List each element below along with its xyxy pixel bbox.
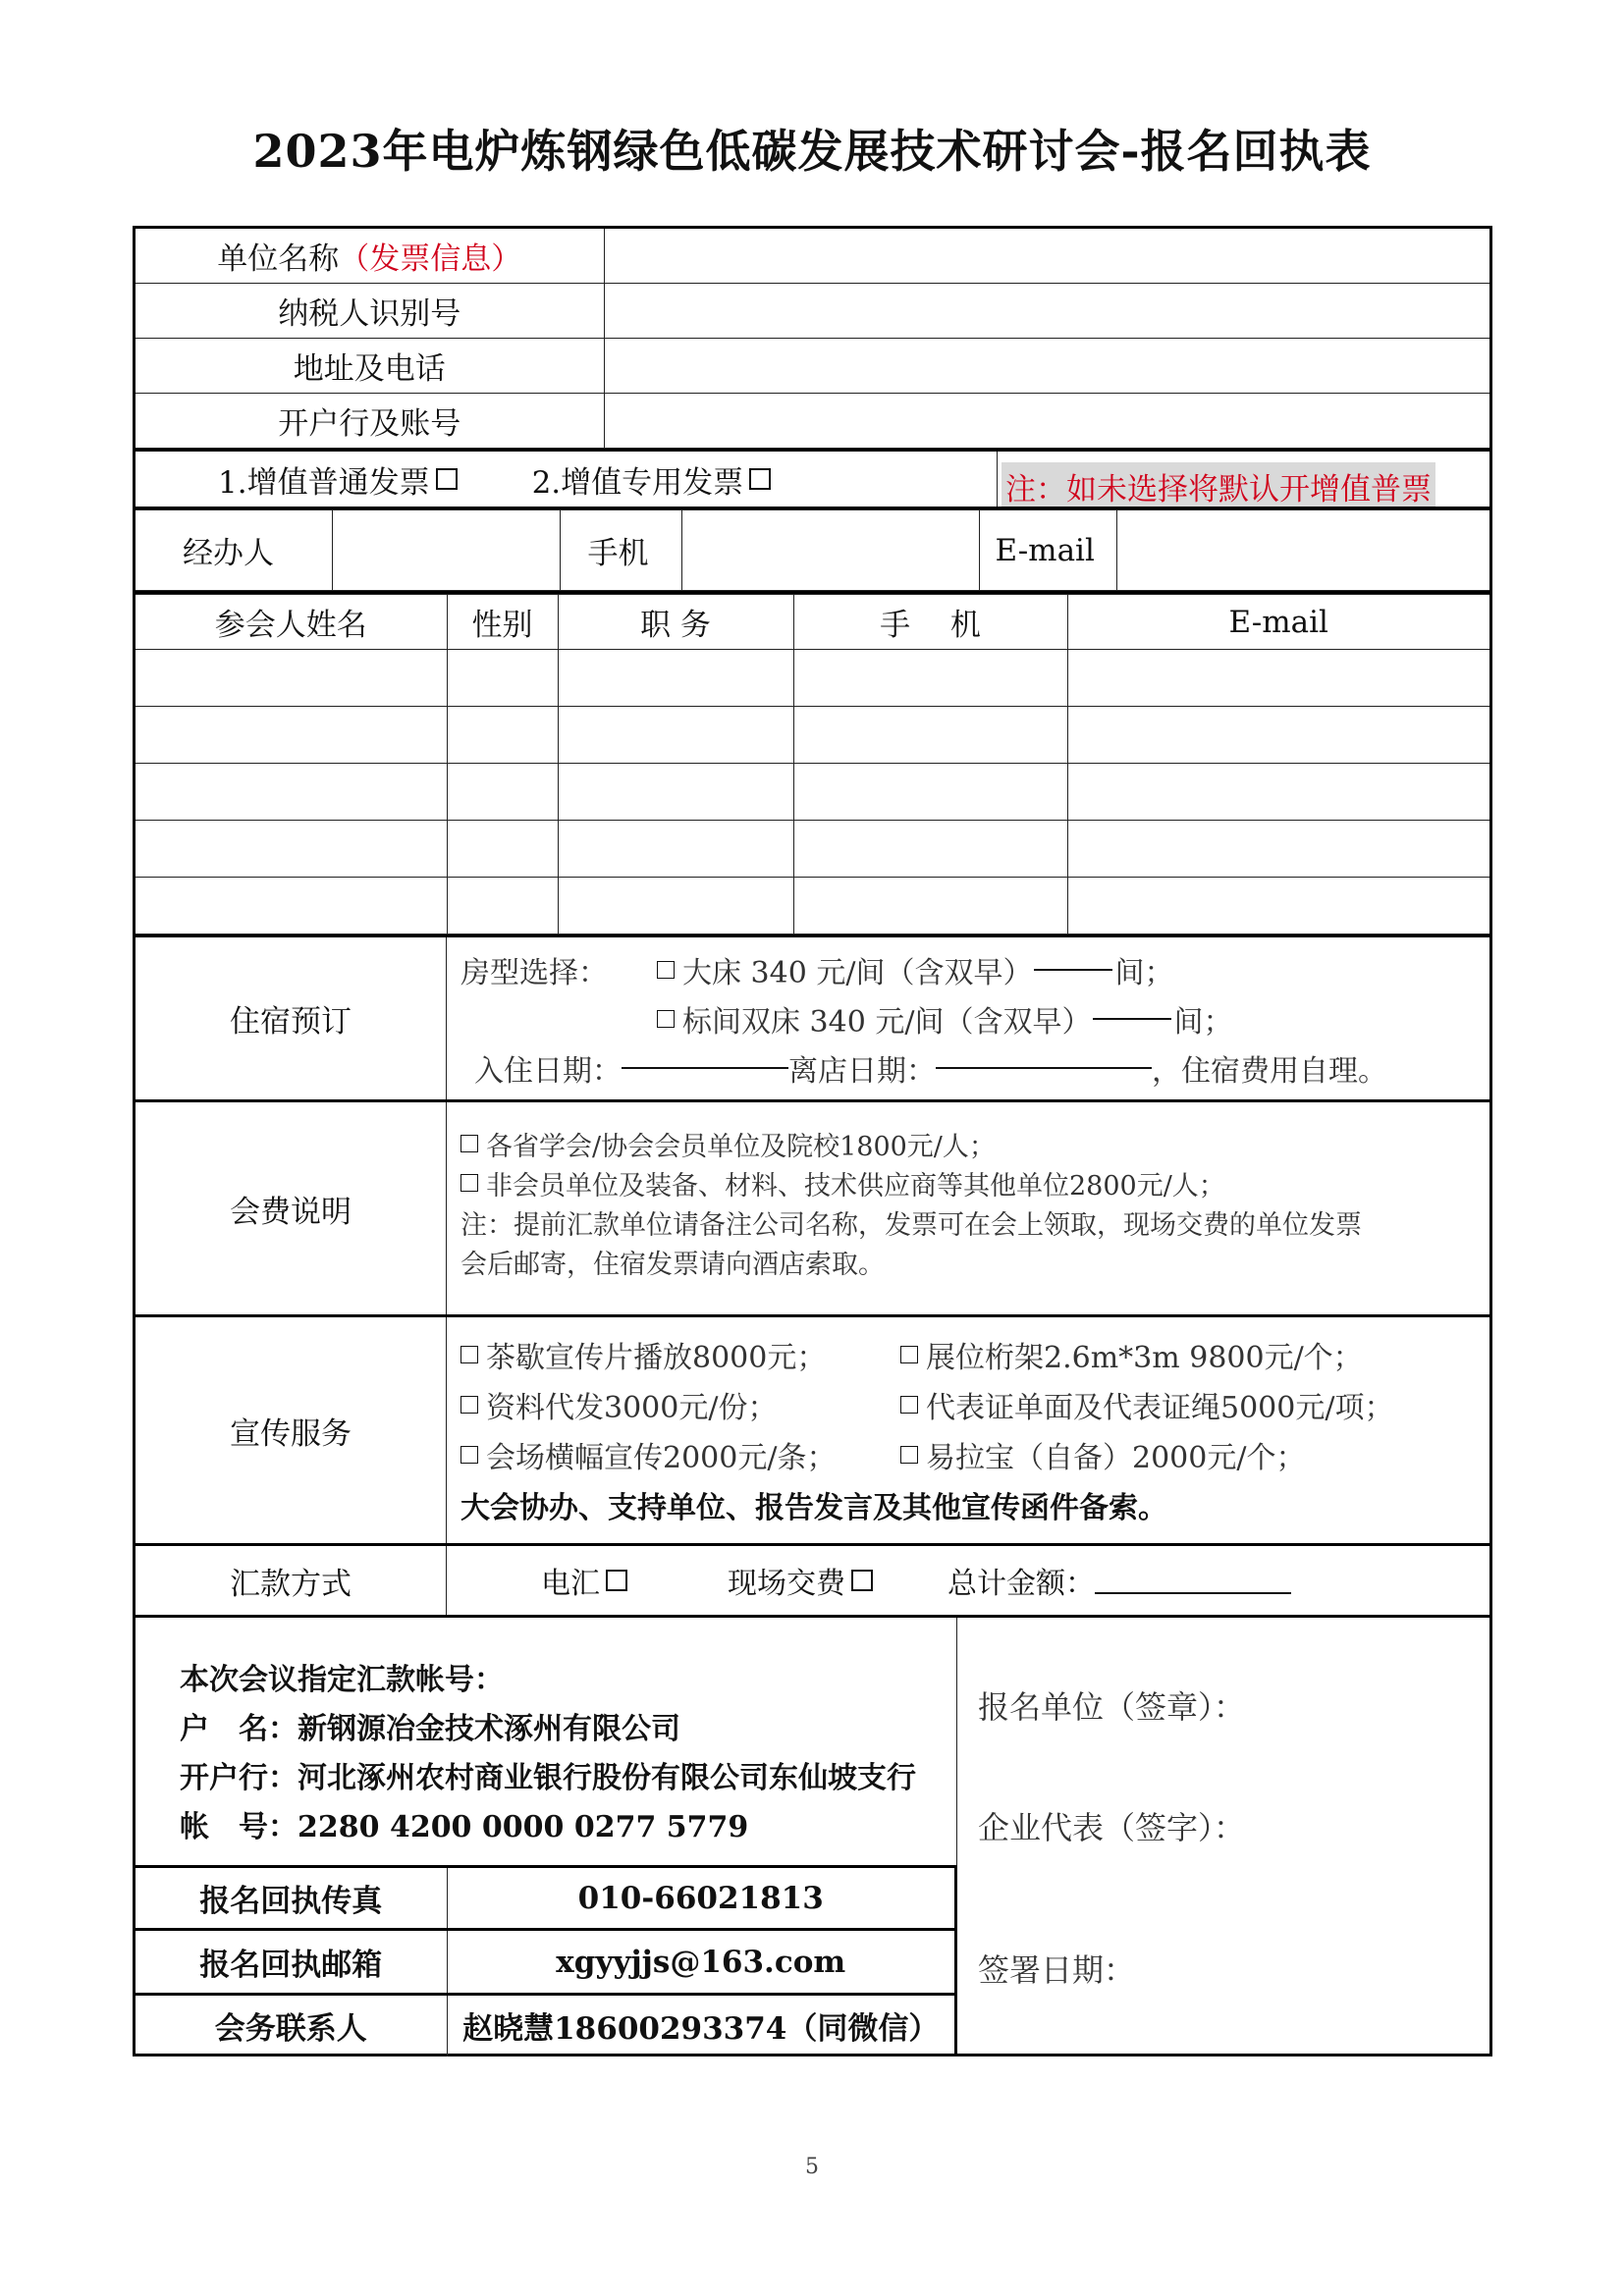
table-row — [135, 650, 1489, 707]
email-box-label: 报名回执邮箱 — [135, 1930, 447, 1995]
promo-booth-text: 展位桁架2.6m*3m 9800元/个； — [926, 1340, 1363, 1375]
account-heading: 本次会议指定汇款帐号： — [180, 1663, 504, 1697]
attendee-cell[interactable] — [1067, 764, 1489, 821]
attendees-section — [133, 591, 1492, 934]
wire-checkbox[interactable] — [606, 1570, 627, 1591]
signature-box — [958, 1618, 1489, 2054]
checkin-field[interactable] — [622, 1067, 788, 1069]
attendee-header-email: E-mail — [1067, 595, 1489, 650]
table-row — [135, 764, 1489, 821]
attendee-cell[interactable] — [135, 764, 447, 821]
invoice-type-row — [133, 449, 1492, 507]
attendee-cell[interactable] — [793, 650, 1067, 707]
attendee-cell[interactable] — [558, 878, 793, 934]
invoice-type2-label: 2.增值专用发票 — [531, 464, 744, 501]
contact-person-value: 赵晓慧18600293374（同微信） — [447, 1995, 956, 2056]
invoice-section — [133, 226, 1492, 449]
attendee-cell[interactable] — [135, 821, 447, 878]
promo-rollup-checkbox[interactable] — [900, 1446, 918, 1464]
room-option2-text: 标间双床 340 元/间（含双早） — [682, 1005, 1092, 1040]
self-pay-text: ，住宿费用自理。 — [1152, 1054, 1387, 1089]
invoice-hint: （发票信息） — [339, 241, 522, 277]
attendee-cell[interactable] — [135, 650, 447, 707]
room-unit-1: 间； — [1114, 956, 1174, 990]
lodging-option1-row — [460, 945, 1476, 994]
table-row — [135, 821, 1489, 878]
fee-member-text: 各省学会/协会会员单位及院校1800元/人； — [486, 1131, 996, 1162]
attendee-cell[interactable] — [447, 707, 558, 764]
attendee-cell[interactable] — [558, 821, 793, 878]
attendee-cell[interactable] — [558, 650, 793, 707]
attendee-header-name: 参会人姓名 — [135, 595, 447, 650]
phone-label: 手机 — [560, 510, 681, 591]
room-option2-count[interactable] — [1093, 1018, 1171, 1020]
invoice-type1-checkbox[interactable] — [436, 468, 458, 490]
unit-name-text: 单位名称 — [217, 241, 340, 277]
attendee-cell[interactable] — [558, 707, 793, 764]
promo-badge-text: 代表证单面及代表证绳5000元/项； — [926, 1390, 1394, 1425]
attendee-cell[interactable] — [135, 707, 447, 764]
total-label: 总计金额： — [947, 1567, 1095, 1601]
room-option1-count[interactable] — [1034, 969, 1112, 971]
table-row — [135, 878, 1489, 934]
info-table — [135, 1865, 957, 2056]
signature-date: 签署日期： — [978, 1951, 1136, 1989]
fees-label: 会费说明 — [135, 1102, 447, 1314]
email-label: E-mail — [979, 510, 1116, 591]
lodging-label: 住宿预订 — [135, 937, 447, 1099]
page-title: 2023年电炉炼钢绿色低碳发展技术研讨会-报名回执表 — [252, 125, 1372, 178]
fees-section — [133, 1099, 1492, 1314]
room-option1-text: 大床 340 元/间（含双早） — [682, 956, 1033, 990]
attendee-cell[interactable] — [447, 821, 558, 878]
promo-video-checkbox[interactable] — [460, 1346, 478, 1363]
email-field[interactable] — [1116, 510, 1489, 591]
attendee-cell[interactable] — [1067, 878, 1489, 934]
room-option1-checkbox[interactable] — [657, 961, 675, 979]
attendee-header-gender: 性别 — [447, 595, 558, 650]
account-number: 帐 号：2280 4200 0000 0277 5779 — [180, 1810, 749, 1844]
fee-nonmember-text: 非会员单位及装备、材料、技术供应商等其他单位2800元/人； — [486, 1170, 1225, 1201]
attendee-cell[interactable] — [1067, 707, 1489, 764]
promo-banner-checkbox[interactable] — [460, 1446, 478, 1464]
address-field[interactable] — [604, 339, 1489, 394]
table-row — [135, 707, 1489, 764]
account-name: 户 名：新钢源冶金技术涿州有限公司 — [180, 1712, 680, 1746]
attendee-cell[interactable] — [793, 821, 1067, 878]
unit-name-label — [135, 229, 604, 284]
attendee-cell[interactable] — [447, 650, 558, 707]
signature-rep: 企业代表（签字）： — [978, 1809, 1246, 1846]
checkin-label: 入住日期： — [474, 1054, 622, 1089]
checkout-field[interactable] — [936, 1067, 1152, 1069]
fee-member-checkbox[interactable] — [460, 1135, 478, 1152]
invoice-type-note: 注：如未选择将默认开增值普票 — [1001, 462, 1435, 510]
page-number: 5 — [805, 2155, 819, 2179]
remittance-section — [133, 1543, 1492, 1615]
lodging-dates-row — [460, 1043, 1476, 1093]
taxpayer-field[interactable] — [604, 284, 1489, 339]
promo-badge-checkbox[interactable] — [900, 1396, 918, 1414]
attendee-cell[interactable] — [558, 764, 793, 821]
invoice-type2-checkbox[interactable] — [749, 468, 771, 490]
total-field[interactable] — [1095, 1567, 1291, 1594]
attendee-cell[interactable] — [135, 878, 447, 934]
account-box — [135, 1618, 957, 1865]
checkout-label: 离店日期： — [788, 1054, 936, 1089]
email-box-value: xgyyjjs@163.com — [447, 1930, 956, 1995]
taxpayer-label: 纳税人识别号 — [135, 284, 604, 339]
contact-person-label: 会务联系人 — [135, 1995, 447, 2056]
promo-note: 大会协办、支持单位、报告发言及其他宣传函件备索。 — [460, 1490, 1167, 1525]
registration-form — [133, 226, 1492, 2056]
promo-material-checkbox[interactable] — [460, 1396, 478, 1414]
signature-unit: 报名单位（签章）： — [978, 1688, 1246, 1726]
attendee-cell[interactable] — [1067, 821, 1489, 878]
handler-field[interactable] — [332, 510, 560, 591]
onsite-checkbox[interactable] — [851, 1570, 873, 1591]
phone-field[interactable] — [681, 510, 979, 591]
onsite-label: 现场交费 — [728, 1567, 845, 1601]
handler-label: 经办人 — [135, 510, 332, 591]
promo-booth-checkbox[interactable] — [900, 1346, 918, 1363]
lodging-option2-row — [460, 994, 1476, 1043]
unit-name-field[interactable] — [604, 229, 1489, 284]
room-unit-2: 间； — [1173, 1005, 1233, 1040]
fee-note-line1: 注：提前汇款单位请备注公司名称，发票可在会上领取，现场交费的单位发票 — [460, 1209, 1362, 1241]
attendee-cell[interactable] — [447, 764, 558, 821]
account-signature-section — [133, 1615, 1492, 2056]
attendee-cell[interactable] — [793, 878, 1067, 934]
bank-field[interactable] — [604, 394, 1489, 449]
attendee-cell[interactable] — [1067, 650, 1489, 707]
promo-label: 宣传服务 — [135, 1317, 447, 1543]
fax-label: 报名回执传真 — [135, 1867, 447, 1930]
remittance-label: 汇款方式 — [135, 1546, 447, 1615]
contact-row — [133, 507, 1492, 591]
address-label: 地址及电话 — [135, 339, 604, 394]
promo-material-text: 资料代发3000元/份； — [486, 1390, 778, 1425]
promo-section — [133, 1314, 1492, 1543]
attendee-cell[interactable] — [447, 878, 558, 934]
lodging-section — [133, 934, 1492, 1099]
promo-rollup-text: 易拉宝（自备）2000元/个； — [926, 1440, 1306, 1475]
attendee-header-title: 职 务 — [558, 595, 793, 650]
bank-label: 开户行及账号 — [135, 394, 604, 449]
invoice-type1-label: 1.增值普通发票 — [218, 464, 430, 501]
attendee-cell[interactable] — [793, 707, 1067, 764]
room-option2-checkbox[interactable] — [657, 1010, 675, 1028]
account-bank: 开户行：河北涿州农村商业银行股份有限公司东仙坡支行 — [180, 1761, 916, 1795]
attendee-cell[interactable] — [793, 764, 1067, 821]
fee-note-line2: 会后邮寄，住宿发票请向酒店索取。 — [460, 1249, 885, 1280]
room-type-label: 房型选择： — [460, 956, 608, 990]
fee-nonmember-checkbox[interactable] — [460, 1174, 478, 1192]
promo-video-text: 茶歇宣传片播放8000元； — [486, 1340, 827, 1375]
divider — [997, 452, 998, 507]
attendee-header-phone: 手 机 — [793, 595, 1067, 650]
fax-value: 010-66021813 — [447, 1867, 956, 1930]
wire-label: 电汇 — [541, 1567, 600, 1601]
promo-banner-text: 会场横幅宣传2000元/条； — [486, 1440, 837, 1475]
